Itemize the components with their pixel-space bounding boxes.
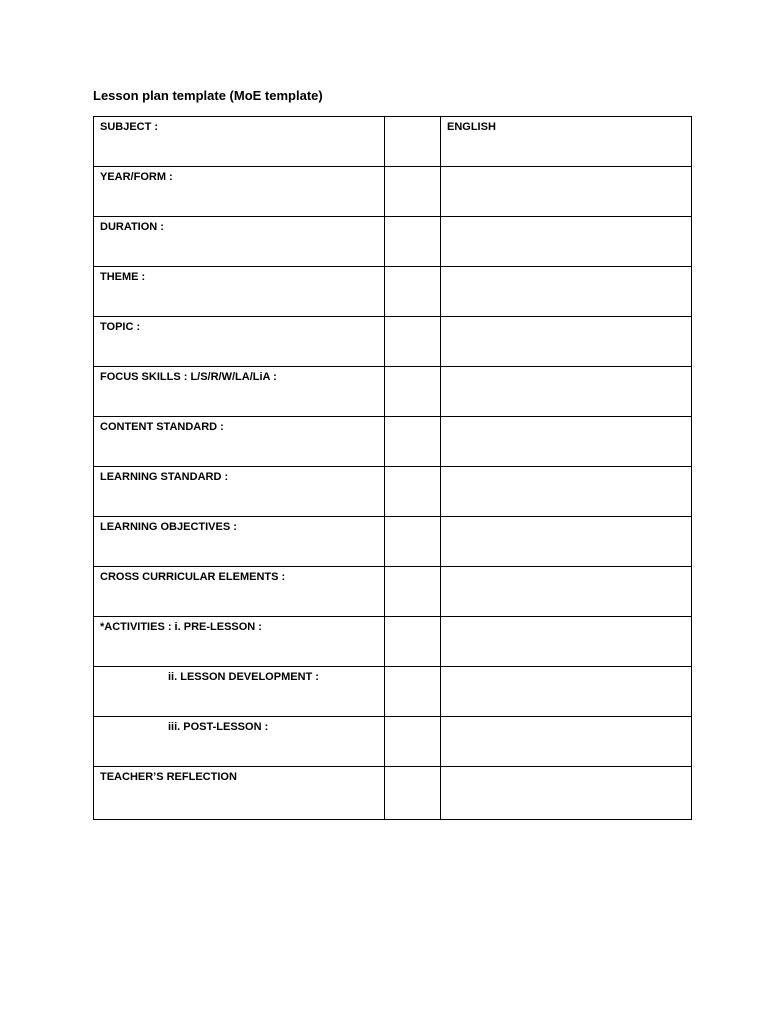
row-middle (385, 567, 440, 570)
table-row (94, 367, 692, 417)
row-value (441, 217, 691, 220)
row-middle (385, 367, 440, 370)
row-value (441, 617, 691, 620)
label-cell (94, 367, 385, 417)
row-middle (385, 767, 440, 770)
middle-cell (385, 617, 441, 667)
row-value (441, 467, 691, 470)
label-cell (94, 317, 385, 367)
row-middle (385, 517, 440, 520)
label-cell (94, 517, 385, 567)
row-value (441, 267, 691, 270)
table-row (94, 267, 692, 317)
row-value (441, 367, 691, 370)
table-row (94, 667, 692, 717)
row-middle (385, 667, 440, 670)
value-cell (441, 767, 692, 820)
label-cell (94, 717, 385, 767)
middle-cell (385, 567, 441, 617)
row-value (441, 717, 691, 720)
row-value (441, 517, 691, 520)
table-row (94, 467, 692, 517)
row-value-subject: ENGLISH (447, 121, 496, 133)
document-title: Lesson plan template (MoE template) (93, 88, 323, 103)
table-row (94, 767, 692, 820)
row-label-theme: THEME : (100, 271, 146, 283)
row-label-duration: DURATION : (100, 221, 164, 233)
row-label-teachers-reflection: TEACHER’S REFLECTION (100, 771, 237, 783)
row-middle (385, 117, 440, 120)
row-value (441, 317, 691, 320)
row-middle (385, 417, 440, 420)
row-middle (385, 617, 440, 620)
row-middle (385, 317, 440, 320)
table-row (94, 567, 692, 617)
table-row (94, 167, 692, 217)
value-cell (441, 567, 692, 617)
row-value (441, 167, 691, 170)
label-cell (94, 217, 385, 267)
value-cell (441, 267, 692, 317)
middle-cell (385, 667, 441, 717)
row-value (441, 767, 691, 770)
table-row (94, 217, 692, 267)
table-row (94, 517, 692, 567)
row-middle (385, 267, 440, 270)
value-cell (441, 717, 692, 767)
row-middle (385, 217, 440, 220)
middle-cell (385, 767, 441, 820)
middle-cell (385, 367, 441, 417)
middle-cell (385, 217, 441, 267)
row-label-content-standard: CONTENT STANDARD : (100, 421, 224, 433)
label-cell (94, 767, 385, 820)
table-row (94, 317, 692, 367)
value-cell (441, 617, 692, 667)
middle-cell (385, 267, 441, 317)
label-cell (94, 567, 385, 617)
middle-cell (385, 317, 441, 367)
table-row (94, 717, 692, 767)
middle-cell (385, 717, 441, 767)
row-label-pre-lesson: *ACTIVITIES : i. PRE-LESSON : (100, 621, 262, 633)
value-cell (441, 317, 692, 367)
label-cell (94, 167, 385, 217)
middle-cell (385, 117, 441, 167)
label-cell (94, 667, 385, 717)
row-label-lesson-development: ii. LESSON DEVELOPMENT : (168, 671, 319, 683)
row-value (441, 567, 691, 570)
row-value (441, 667, 691, 670)
middle-cell (385, 467, 441, 517)
row-label-subject: SUBJECT : (100, 121, 159, 133)
value-cell (441, 217, 692, 267)
row-middle (385, 167, 440, 170)
label-cell (94, 117, 385, 167)
value-cell (441, 517, 692, 567)
lesson-plan-table (93, 116, 692, 820)
middle-cell (385, 517, 441, 567)
value-cell (441, 667, 692, 717)
table-row (94, 117, 692, 167)
table-row (94, 617, 692, 667)
row-value (441, 417, 691, 420)
value-cell (441, 467, 692, 517)
label-cell (94, 417, 385, 467)
row-label-post-lesson: iii. POST-LESSON : (168, 721, 269, 733)
label-cell (94, 267, 385, 317)
table-row (94, 417, 692, 467)
value-cell (441, 167, 692, 217)
row-label-learning-standard: LEARNING STANDARD : (100, 471, 229, 483)
row-label-learning-objectives: LEARNING OBJECTIVES : (100, 521, 237, 533)
row-label-cross-curricular: CROSS CURRICULAR ELEMENTS : (100, 571, 286, 583)
label-cell (94, 467, 385, 517)
value-cell (441, 117, 692, 167)
label-cell (94, 617, 385, 667)
middle-cell (385, 167, 441, 217)
row-label-topic: TOPIC : (100, 321, 141, 333)
row-label-year-form: YEAR/FORM : (100, 171, 173, 183)
value-cell (441, 367, 692, 417)
row-middle (385, 717, 440, 720)
row-middle (385, 467, 440, 470)
value-cell (441, 417, 692, 467)
row-label-focus-skills: FOCUS SKILLS : L/S/R/W/LA/LiA : (100, 371, 277, 383)
middle-cell (385, 417, 441, 467)
